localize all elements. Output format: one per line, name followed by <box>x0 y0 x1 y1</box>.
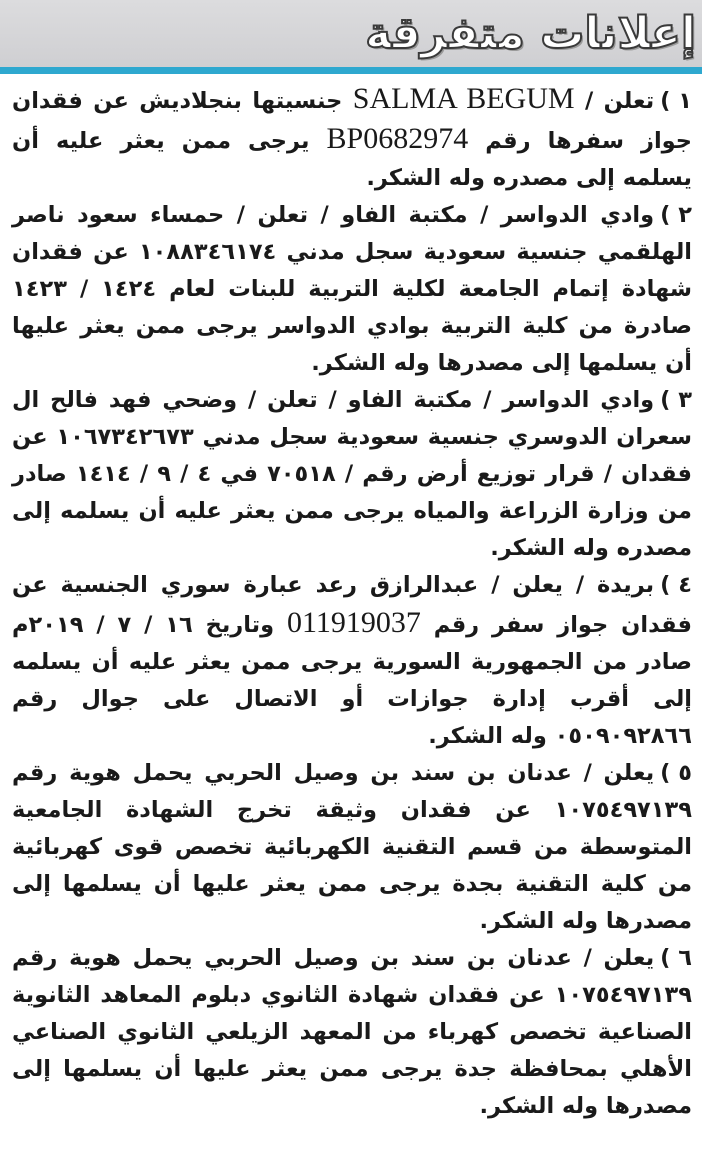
ad-passport-number: BP0682974 <box>326 122 469 155</box>
classified-ads-list <box>0 74 702 1125</box>
ad-item-6 <box>12 940 692 1125</box>
ad-text: وادي الدواسر / مكتبة الفاو / تعلن / حمساء سعود ناصر الهلقمي جنسية سعودية سجل مدني ١٠٨٨٣٤٦١٧٤ عن فقدان شهادة إتمام الجامعة لكلية التربية للبنات لعام ١٤٢٤ / ١٤٢٣ صادرة من كلية التربية بوادي الدواسر يرجى ممن يعثر عليها أن يسلمها إلى مصدرها وله الشكر. <box>12 202 693 376</box>
ad-text: يعلن / عدنان بن سند بن وصيل الحربي يحمل هوية رقم ١٠٧٥٤٩٧١٣٩ عن فقدان وثيقة تخرج الشهادة الجامعية المتوسطة من قسم التقنية الكهربائية تخصص قوى كهربائية من كلية التقنية بجدة يرجى ممن يعثر عليها أن يسلمها إلى مصدرها وله الشكر. <box>12 760 692 934</box>
ad-text: وتاريخ ١٦ / ٧ / ٢٠١٩م صادر من الجمهورية السورية يرجى ممن يعثر عليه أن يسلمه إلى أقرب إدارة جوازات أو الاتصال على جوال رقم ٠٥٠٩٠٩٢٨٦٦ وله الشكر. <box>12 612 692 749</box>
ad-item-4 <box>12 567 692 755</box>
ad-item-1 <box>12 80 692 197</box>
ad-text: جنسيتها بنجلاديش عن فقدان جواز سفرها رقم <box>12 88 692 154</box>
ad-text: بريدة / يعلن / عبدالرازق رعد عبارة سوري الجنسية عن فقدان جواز سفر رقم <box>12 572 692 638</box>
ad-item-3 <box>12 382 692 567</box>
ad-number: ٦ ) <box>660 945 692 971</box>
ad-number: ٤ ) <box>660 572 692 598</box>
ad-name-latin: SALMA BEGUM <box>352 82 575 115</box>
section-title: إعلانات متفرقة <box>365 8 696 59</box>
ad-number: ١ ) <box>660 88 693 114</box>
ad-text: وادي الدواسر / مكتبة الفاو / تعلن / وضحي فهد فالح ال سعران الدوسري جنسية سعودية سجل مدني ١٠٦٧٣٤٢٦٧٣ عن فقدان / قرار توزيع أرض رقم / ٧٠٥١٨ في ٤ / ٩ / ١٤١٤ صادر من وزارة الزراعة والمياه يرجى ممن يعثر عليه أن يسلمه إلى مصدره وله الشكر. <box>12 387 693 561</box>
ad-text: تعلن / <box>574 88 655 114</box>
ad-item-5 <box>12 755 692 940</box>
ad-text: يعلن / عدنان بن سند بن وصيل الحربي يحمل هوية رقم ١٠٧٥٤٩٧١٣٩ عن فقدان شهادة الثانوي دبلوم المعاهد الثانوية الصناعية تخصص كهرباء من المعهد الزيلعي الثانوي الصناعي الأهلي بمحافظة جدة يرجى ممن يعثر عليها أن يسلمها إلى مصدرها وله الشكر. <box>12 945 692 1119</box>
ad-item-2 <box>12 197 692 382</box>
ad-number: ٥ ) <box>660 760 692 786</box>
ad-number: ٢ ) <box>660 202 692 228</box>
ad-number: ٣ ) <box>660 387 692 413</box>
ad-passport-number: 011919037 <box>287 606 421 639</box>
ad-text: يرجى ممن يعثر عليه أن يسلمه إلى مصدره وله الشكر. <box>12 128 692 191</box>
section-header <box>0 0 702 67</box>
accent-bar <box>0 67 702 74</box>
